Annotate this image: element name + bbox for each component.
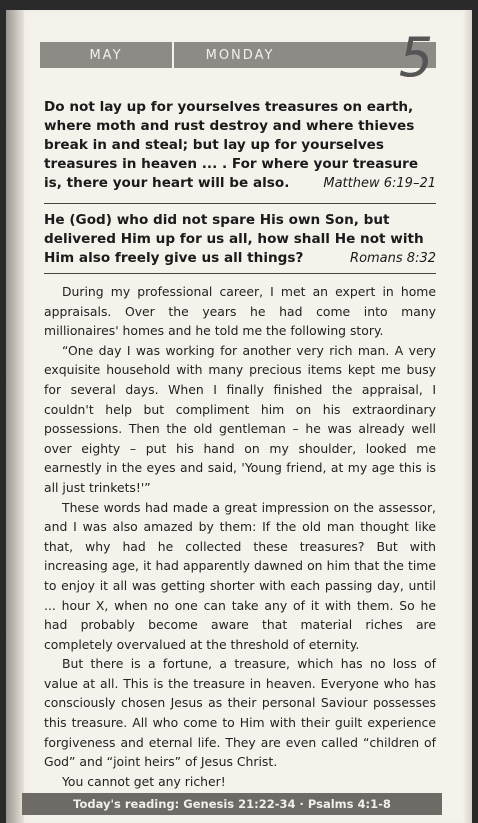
- body-paragraph: These words had made a great impression on the assessor, and I was also amazed by them: If the old man thought like that, why had he collected these treasures? But with increasing age, it had apparently dawned on him that the time to enjoy it all was getting shorter with each passing day, until ... hour X, when no one can take any of it with them. So he had probably become aware that material riches are completely overvalued at the threshold of eternity.: [44, 499, 436, 652]
- page-edge: [462, 10, 472, 823]
- date-header: [40, 42, 436, 68]
- verse-block-1: [44, 98, 436, 193]
- body-paragraph: You cannot get any richer!: [62, 773, 226, 789]
- day-number: 5: [398, 26, 434, 89]
- book-spine: [6, 10, 24, 823]
- divider-rule: [44, 273, 436, 274]
- book-page: [6, 10, 472, 823]
- devotional-body: [44, 282, 436, 791]
- verse-text: Do not lay up for yourselves treasures on earth, where moth and rust destroy and where thieves break in and steal; but lay up for yourselves treasures in heaven ... . For where your treasure is, there your heart will be also.: [44, 99, 419, 191]
- verse-reference: Romans 8:32: [350, 251, 436, 266]
- verse-text: He (God) who did not spare His own Son, but delivered Him up for us all, how shall He not with Him also freely give us all things?: [44, 212, 424, 266]
- body-paragraph: “One day I was working for another very rich man. A very exquisite household with many precious items kept me busy for several days. When I finally finished the appraisal, I couldn't help but compliment him on his extraordinary possessions. Then the old gentleman – he was already well over eighty – put his hand on my shoulder, looked me earnestly in the eyes and said, 'Young friend, at my age this is all just trinkets!'”: [44, 342, 436, 495]
- month-label: MAY: [89, 47, 123, 63]
- body-paragraph: But there is a fortune, a treasure, which has no loss of value at all. This is the treasure in heaven. Everyone who has consciously chosen Jesus as their personal Saviour possesses this treasure. All who come to Him with their guilt experience forgiveness and eternal life. They are even called “children of God” and “joint heirs” of Jesus Christ.: [44, 656, 436, 770]
- weekday-label: MONDAY: [205, 47, 275, 63]
- verse-block-2: [44, 211, 436, 268]
- divider-rule: [44, 203, 436, 204]
- todays-reading-bar: Today's reading: Genesis 21:22-34 · Psalms 4:1-8: [22, 793, 442, 815]
- body-paragraph: During my professional career, I met an expert in home appraisals. Over the years he had come into many millionaires' homes and he told me the following story.: [44, 284, 436, 339]
- verse-reference: Matthew 6:19–21: [323, 176, 436, 191]
